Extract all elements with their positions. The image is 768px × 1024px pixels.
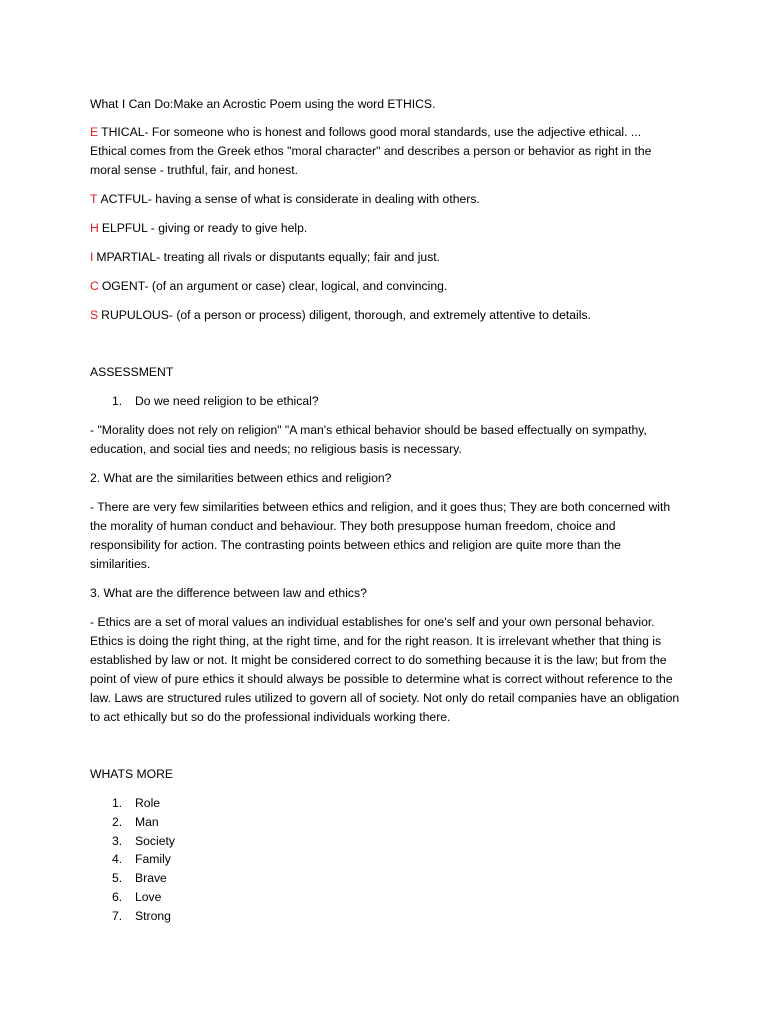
list-item [90,888,680,907]
list-number: 1. [112,796,123,810]
acrostic-letter: H [90,221,99,235]
acrostic-definition: - giving or ready to give help. [147,221,308,235]
acrostic-letter: S [90,308,99,322]
list-number: 2. [112,814,123,829]
list-item [90,850,680,869]
list-number: 4. [112,852,123,867]
acrostic-word: MPARTIAL [96,250,157,264]
acrostic-definition: - (of a person or process) diligent, thorough, and extremely attentive to details. [168,308,591,322]
list-text: Man [135,814,159,829]
acrostic-definition: - (of an argument or case) clear, logical, and convincing. [144,279,448,293]
list-number: 3. [112,833,123,848]
answer-3: - Ethics are a set of moral values an individual establishes for one's self and your own personal behavior. Ethics is doing the right thing, at the right time, and for the right reason. It is irrelevant whether that thing is established by law or not. It might be considered correct to do something because it is the law; but from the point of view of pure ethics it should always be possible to determine what is correct without reference to the law. Laws are structured rules utilized to govern all of society. Not only do retail companies have an obligation to act ethically but so do the professional individuals working there. [90,615,680,724]
question-2: 2. What are the similarities between ethics and religion? [90,471,392,485]
acrostic-word: ELPFUL [101,221,148,235]
question-number: 1. [112,394,123,408]
whats-more-heading: WHATS MORE [90,767,174,781]
list-text: Strong [135,908,171,923]
acrostic-line-i [90,248,680,267]
acrostic-word: THICAL- [101,125,149,139]
acrostic-definition: - having a sense of what is considerate in dealing with others. [147,192,480,206]
list-text: Society [135,833,175,848]
acrostic-word: ACTFUL [100,192,148,206]
list-number: 6. [112,889,123,904]
question-3: 3. What are the difference between law and ethics? [90,586,367,600]
acrostic-letter: C [90,279,99,293]
acrostic-line-s [90,306,680,325]
acrostic-word: OGENT [101,279,145,293]
list-item [90,907,680,926]
acrostic-letter: I [90,250,94,264]
list-item [90,813,680,832]
acrostic-line-c [90,277,680,296]
list-item [90,794,680,813]
acrostic-line-h [90,219,680,238]
whats-more-list [90,794,680,926]
list-text: Role [135,796,161,810]
acrostic-definition: - treating all rivals or disputants equally; fair and just. [156,250,441,264]
list-text: Brave [135,871,167,886]
activity-title: What I Can Do:Make an Acrostic Poem using the word ETHICS. [90,97,436,111]
list-text: Love [135,889,162,904]
document-body [90,95,680,926]
list-item [90,869,680,888]
list-number: 5. [112,871,123,886]
list-text: Family [135,852,171,867]
acrostic-letter: T [90,192,98,206]
question-text: Do we need religion to be ethical? [135,394,319,408]
question-1 [90,392,680,411]
acrostic-word: RUPULOUS [101,308,169,322]
acrostic-definition: For someone who is honest and follows good moral standards, use the adjective ethical. ... Ethical comes from the Greek ethos "moral character" and describes a person or behavior as right in the moral sense - truthful, fair, and honest. [90,125,652,177]
acrostic-letter: E [90,125,99,139]
list-item [90,832,680,851]
acrostic-line-e [90,123,680,180]
answer-2: - There are very few similarities between ethics and religion, and it goes thus; They are both concerned with the morality of human conduct and behaviour. They both presuppose human freedom, choice and responsibility for action. The contrasting points between ethics and religion are quite more than the similarities. [90,500,671,571]
acrostic-line-t [90,190,680,209]
assessment-heading: ASSESSMENT [90,365,174,379]
list-number: 7. [112,908,123,923]
answer-1: - "Morality does not rely on religion" "A man's ethical behavior should be based effectually on sympathy, education, and social ties and needs; no religious basis is necessary. [90,423,647,456]
